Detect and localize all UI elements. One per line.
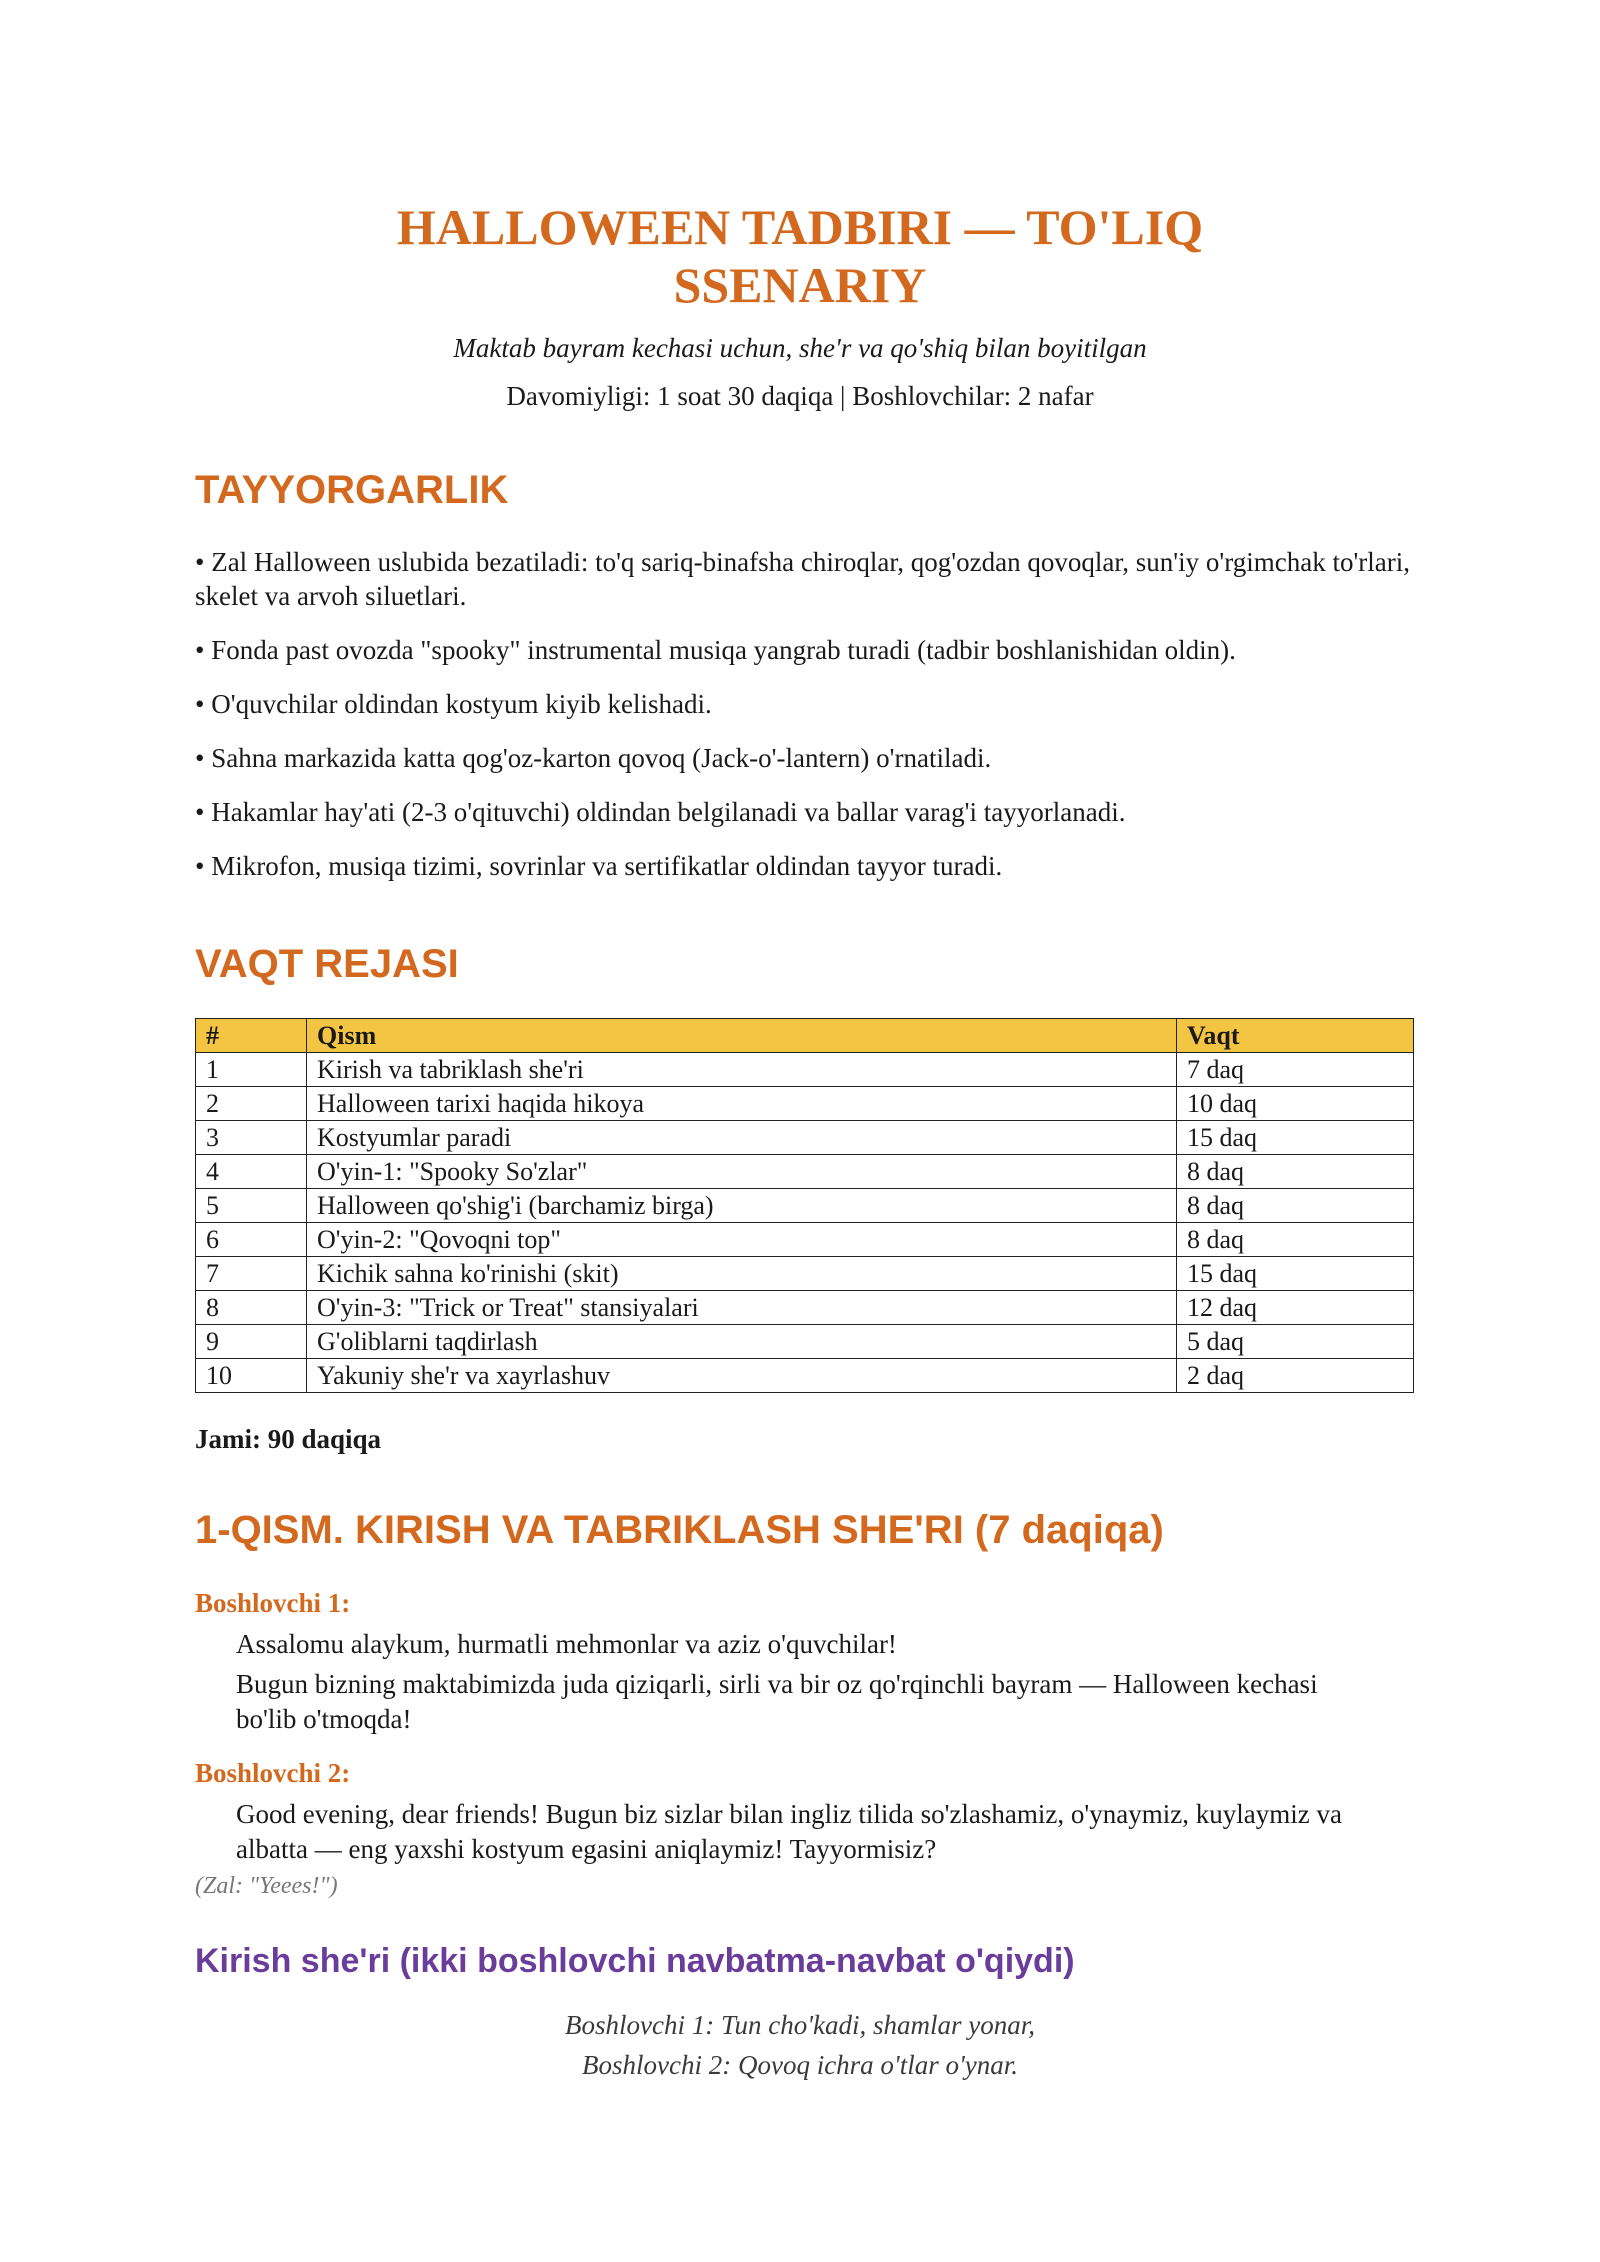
- row-part: Kirish va tabriklash she'ri: [307, 1053, 1177, 1087]
- list-item: • Sahna markazida katta qog'oz-karton qovoq (Jack-o'-lantern) o'rnatiladi.: [195, 743, 992, 773]
- row-time: 10 daq: [1177, 1087, 1414, 1121]
- row-part: Yakuniy she'r va xayrlashuv: [307, 1359, 1177, 1393]
- part1-heading: 1-QISM. KIRISH VA TABRIKLASH SHE'RI (7 daqiqa): [195, 1508, 1164, 1552]
- column-header-number: #: [196, 1019, 307, 1053]
- row-number: 10: [196, 1359, 307, 1393]
- speaker-2-label: Boshlovchi 2:: [195, 1758, 351, 1788]
- document-subtitle: Maktab bayram kechasi uchun, she'r va qo'shiq bilan boyitilgan: [453, 333, 1147, 363]
- table-row: [196, 1121, 1414, 1155]
- row-part: Kostyumlar paradi: [307, 1121, 1177, 1155]
- audience-remark: (Zal: "Yeees!"): [195, 1873, 338, 1899]
- row-number: 4: [196, 1155, 307, 1189]
- list-item: • Hakamlar hay'ati (2-3 o'qituvchi) oldindan belgilanadi va ballar varag'i tayyorlanadi.: [195, 797, 1126, 827]
- row-part: O'yin-1: "Spooky So'zlar": [307, 1155, 1177, 1189]
- list-item: • Mikrofon, musiqa tizimi, sovrinlar va sertifikatlar oldindan tayyor turadi.: [195, 851, 1003, 881]
- row-part: G'oliblarni taqdirlash: [307, 1325, 1177, 1359]
- table-row: [196, 1291, 1414, 1325]
- preparation-list: [195, 545, 1415, 903]
- row-number: 8: [196, 1291, 307, 1325]
- row-number: 9: [196, 1325, 307, 1359]
- column-header-time: Vaqt: [1177, 1019, 1414, 1053]
- speaker-2-speech: [236, 1797, 1376, 1872]
- row-number: 3: [196, 1121, 307, 1155]
- speech-line: Bugun bizning maktabimizda juda qiziqarli, sirli va bir oz qo'rqinchli bayram — Halloween kechasi bo'lib o'tmoqda!: [236, 1669, 1318, 1734]
- row-time: 7 daq: [1177, 1053, 1414, 1087]
- poem-line: Boshlovchi 1: Tun cho'kadi, shamlar yonar,: [565, 2010, 1035, 2040]
- speech-line: Good evening, dear friends! Bugun biz sizlar bilan ingliz tilida so'zlashamiz, o'ynaymiz, kuylaymiz va albatta — eng yaxshi kostyum egasini aniqlaymiz! Tayyormisiz?: [236, 1799, 1342, 1864]
- row-number: 2: [196, 1087, 307, 1121]
- row-part: Halloween tarixi haqida hikoya: [307, 1087, 1177, 1121]
- schedule-table: [195, 1018, 1414, 1393]
- row-number: 5: [196, 1189, 307, 1223]
- schedule-total: Jami: 90 daqiqa: [195, 1424, 382, 1454]
- table-row: [196, 1189, 1414, 1223]
- table-row: [196, 1325, 1414, 1359]
- row-number: 7: [196, 1257, 307, 1291]
- row-time: 8 daq: [1177, 1155, 1414, 1189]
- row-time: 15 daq: [1177, 1257, 1414, 1291]
- poem-line: Boshlovchi 2: Qovoq ichra o'tlar o'ynar.: [582, 2050, 1018, 2080]
- list-item: • O'quvchilar oldindan kostyum kiyib kelishadi.: [195, 689, 712, 719]
- document-meta: Davomiyligi: 1 soat 30 daqiqa | Boshlovchilar: 2 nafar: [506, 381, 1094, 411]
- speaker-1-speech: [236, 1627, 1376, 1742]
- table-row: [196, 1053, 1414, 1087]
- poem-block: [300, 2005, 1300, 2085]
- row-part: Halloween qo'shig'i (barchamiz birga): [307, 1189, 1177, 1223]
- row-number: 1: [196, 1053, 307, 1087]
- preparation-heading: TAYYORGARLIK: [195, 468, 509, 512]
- schedule-heading: VAQT REJASI: [195, 942, 459, 986]
- row-time: 8 daq: [1177, 1189, 1414, 1223]
- row-part: Kichik sahna ko'rinishi (skit): [307, 1257, 1177, 1291]
- table-row: [196, 1223, 1414, 1257]
- row-time: 8 daq: [1177, 1223, 1414, 1257]
- list-item: • Zal Halloween uslubida bezatiladi: to'q sariq-binafsha chiroqlar, qog'ozdan qovoqlar, sun'iy o'rgimchak to'rlari, skelet va arvoh siluetlari.: [195, 547, 1411, 611]
- document-title: [300, 198, 1300, 314]
- title-line-2: SSENARIY: [673, 257, 927, 313]
- row-number: 6: [196, 1223, 307, 1257]
- row-time: 15 daq: [1177, 1121, 1414, 1155]
- table-row: [196, 1359, 1414, 1393]
- list-item: • Fonda past ovozda "spooky" instrumental musiqa yangrab turadi (tadbir boshlanishidan oldin).: [195, 635, 1236, 665]
- table-row: [196, 1155, 1414, 1189]
- speaker-1-label: Boshlovchi 1:: [195, 1588, 351, 1618]
- row-part: O'yin-3: "Trick or Treat" stansiyalari: [307, 1291, 1177, 1325]
- poem-heading: Kirish she'ri (ikki boshlovchi navbatma-navbat o'qiydi): [195, 1942, 1075, 1980]
- row-time: 12 daq: [1177, 1291, 1414, 1325]
- speech-line: Assalomu alaykum, hurmatli mehmonlar va aziz o'quvchilar!: [236, 1629, 897, 1659]
- row-time: 2 daq: [1177, 1359, 1414, 1393]
- row-part: O'yin-2: "Qovoqni top": [307, 1223, 1177, 1257]
- row-time: 5 daq: [1177, 1325, 1414, 1359]
- table-header-row: [196, 1019, 1414, 1053]
- table-row: [196, 1087, 1414, 1121]
- title-line-1: HALLOWEEN TADBIRI — TO'LIQ: [396, 199, 1204, 255]
- column-header-part: Qism: [307, 1019, 1177, 1053]
- table-row: [196, 1257, 1414, 1291]
